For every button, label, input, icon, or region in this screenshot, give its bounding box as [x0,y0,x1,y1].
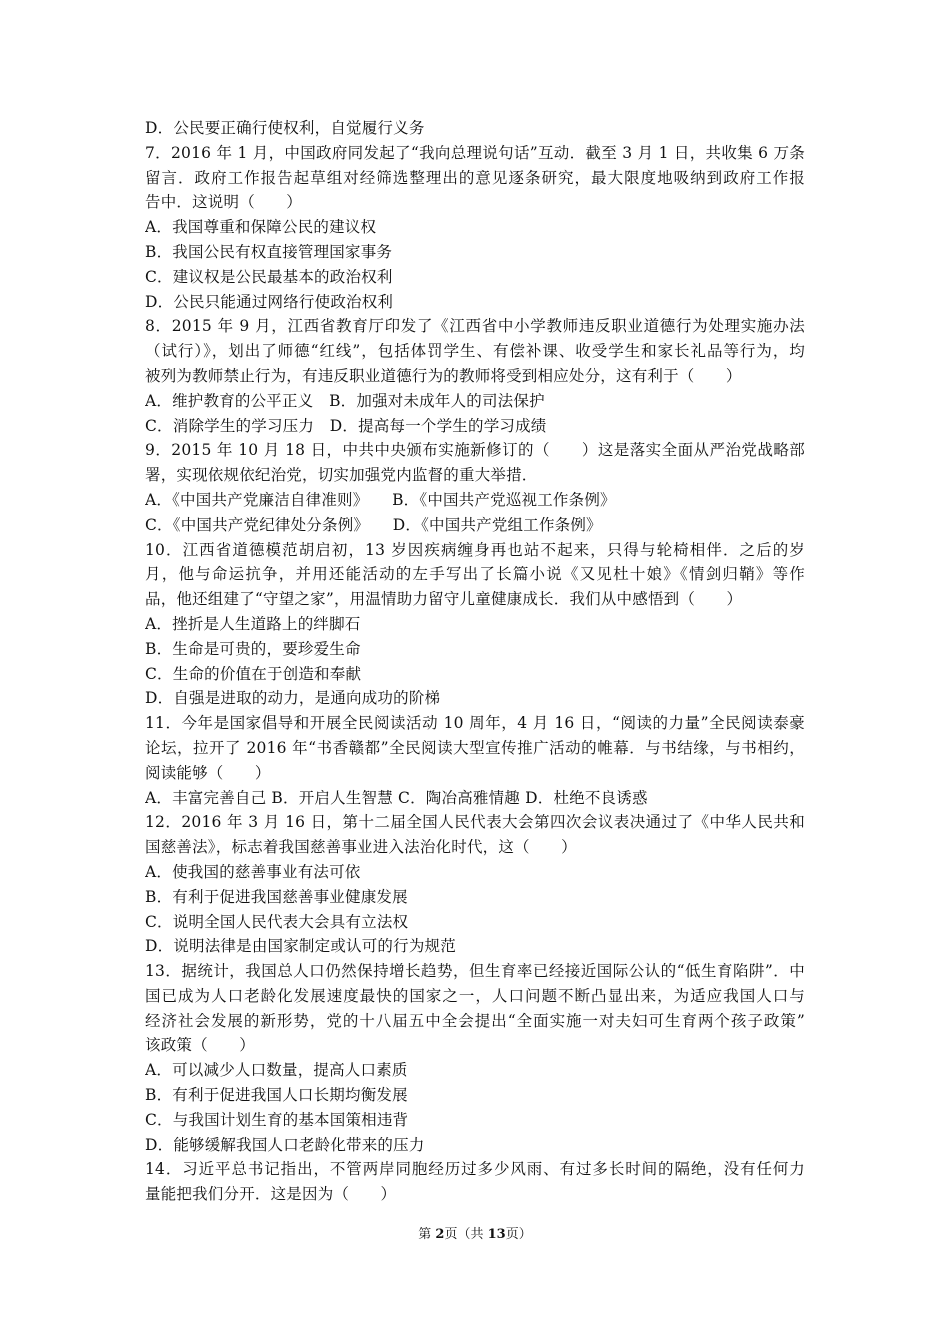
text-line: A．《中国共产党廉洁自律准则》 B．《中国共产党巡视工作条例》 [145,490,616,509]
text-line: 品，他还组建了“守望之家”，用温情助力留守儿童健康成长．我们从中感悟到（ ） [145,590,743,609]
text-line: C．生命的价值在于创造和奉献 [145,664,362,683]
page-footer [0,1226,950,1244]
text-line: 告中．这说明（ ） [145,193,303,212]
text-line: 13．据统计，我国总人口仍然保持增长趋势，但生育率已经接近国际公认的“低生育陷阱”．中 [145,962,805,981]
text-line: C．《中国共产党纪律处分条例》 D．《中国共产党组工作条例》 [145,515,602,534]
text-line: 国已成为人口老龄化发展速度最快的国家之一，人口问题不断凸显出来，为适应我国人口与 [145,986,805,1005]
text-line: 14．习近平总书记指出，不管两岸同胞经历过多少风雨、有过多长时间的隔绝，没有任何力 [145,1160,805,1179]
text-line: 10．江西省道德模范胡启初，13 岁因疾病缠身再也站不起来，只得与轮椅相伴．之后的岁 [145,540,805,559]
text-line: A．我国尊重和保障公民的建议权 [145,218,377,237]
text-line: 留言．政府工作报告起草组对经筛选整理出的意见逐条研究，最大限度地吸纳到政府工作报 [145,168,805,187]
text-line: 该政策（ ） [145,1036,255,1055]
text-line: C．与我国计划生育的基本国策相违背 [145,1110,409,1129]
text-line: A．维护教育的公平正义 B．加强对未成年人的司法保护 [145,391,545,410]
text-line: A．丰富完善自己 B．开启人生智慧 C．陶冶高雅情趣 D．杜绝不良诱惑 [145,788,648,807]
footer-suffix: 页） [505,1227,532,1242]
footer-prefix: 第 [418,1227,436,1242]
text-line: D．说明法律是由国家制定或认可的行为规范 [145,937,456,956]
text-line: D．公民只能通过网络行使政治权利 [145,292,394,311]
page-body [145,116,805,1207]
text-line: 署，实现依规依纪治党，切实加强党内监督的重大举措． [145,466,538,485]
text-line: A．使我国的慈善事业有法可依 [145,862,361,881]
text-line: C．建议权是公民最基本的政治权利 [145,267,393,286]
text-line: 7．2016 年 1 月，中国政府同发起了“我向总理说句话”互动．截至 3 月 1 日，共收集 6 万条 [145,143,805,162]
text-line: D．公民要正确行使权利，自觉履行义务 [145,119,425,137]
text-line: 9．2015 年 10 月 18 日，中共中央颁布实施新修订的（ ）这是落实全面从严治党战略部 [145,441,805,460]
text-line: C．消除学生的学习压力 D．提高每一个学生的学习成绩 [145,416,547,435]
text-line: 阅读能够（ ） [145,763,271,782]
footer-page-number: 2 [435,1227,445,1242]
footer-total-pages: 13 [487,1227,506,1242]
text-line: 论坛，拉开了 2016 年“书香赣都”全民阅读大型宣传推广活动的帷幕．与书结缘，与书相约， [145,738,805,757]
text-line: B．有利于促进我国慈善事业健康发展 [145,887,408,906]
text-line: 月，他与命运抗争，并用还能活动的左手写出了长篇小说《又见杜十娘》《情剑归鞘》等作 [145,565,805,584]
text-line: （试行）》，划出了师德“红线”，包括体罚学生、有偿补课、收受学生和家长礼品等行为，均 [145,342,805,361]
text-line: A．可以减少人口数量，提高人口素质 [145,1061,408,1080]
text-line: B．生命是可贵的，要珍爱生命 [145,639,361,658]
text-line: 国慈善法》，标志着我国慈善事业进入法治化时代，这（ ） [145,838,577,857]
text-line: A．挫折是人生道路上的绊脚石 [145,614,361,633]
text-line: B．有利于促进我国人口长期均衡发展 [145,1086,408,1105]
text-line: 经济社会发展的新形势，党的十八届五中全会提出“全面实施一对夫妇可生育两个孩子政策” [145,1011,805,1030]
text-line: B．我国公民有权直接管理国家事务 [145,242,393,261]
text-line: 11．今年是国家倡导和开展全民阅读活动 10 周年，4 月 16 日，“阅读的力量”全民阅读泰豪 [145,714,805,733]
text-line: C．说明全国人民代表大会具有立法权 [145,912,409,931]
text-line: D．能够缓解我国人口老龄化带来的压力 [145,1135,425,1154]
text-line: 8．2015 年 9 月，江西省教育厅印发了《江西省中小学教师违反职业道德行为处理实施办法 [145,317,805,336]
text-line: 被列为教师禁止行为，有违反职业道德行为的教师将受到相应处分，这有利于（ ） [145,366,742,385]
footer-middle: 页（共 [444,1227,488,1242]
text-line: 量能把我们分开．这是因为（ ） [145,1185,397,1204]
text-line: D．自强是进取的动力，是通向成功的阶梯 [145,689,441,708]
text-line: 12．2016 年 3 月 16 日，第十二届全国人民代表大会第四次会议表决通过了《中华人民共和 [145,813,805,832]
